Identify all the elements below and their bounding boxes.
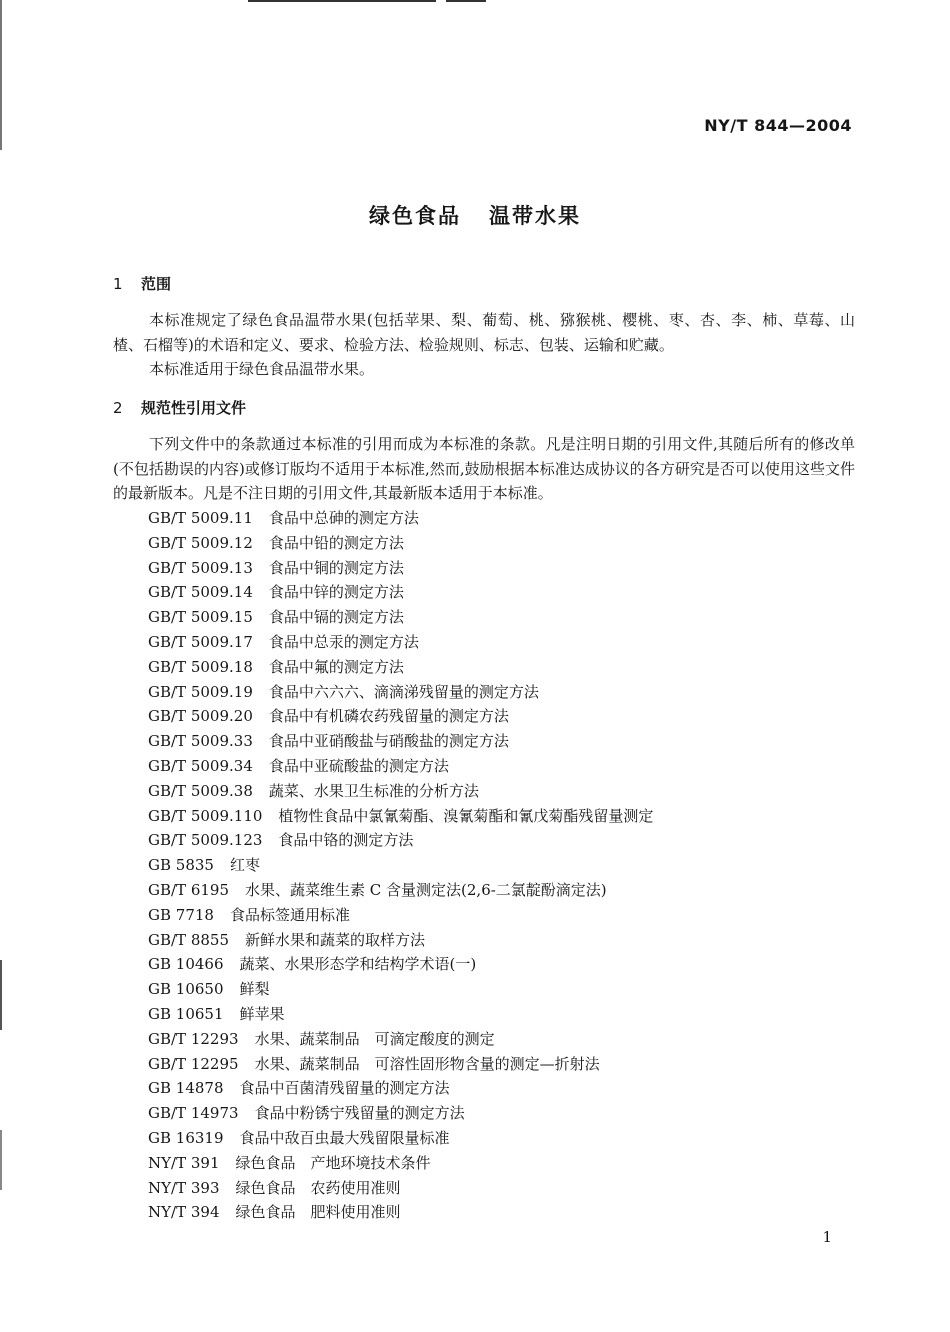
reference-item [148, 754, 653, 779]
reference-item [148, 903, 653, 928]
reference-code: GB/T 5009.110 [148, 806, 263, 825]
reference-title: 食品中铬的测定方法 [278, 831, 414, 850]
reference-title: 食品中镉的测定方法 [268, 608, 404, 627]
reference-title: 食品中总砷的测定方法 [268, 509, 419, 527]
reference-title: 蔬菜、水果卫生标准的分析方法 [268, 781, 479, 800]
title-part2: 温带水果 [489, 204, 581, 228]
reference-title: 水果、蔬菜制品 可溶性固形物含量的测定—折射法 [254, 1054, 600, 1073]
reference-item [148, 1076, 653, 1101]
reference-code: GB/T 8855 [148, 930, 230, 949]
scan-mark-left-3 [0, 1130, 2, 1190]
reference-item [148, 680, 653, 705]
reference-title: 食品中有机磷农药残留量的测定方法 [268, 707, 509, 726]
reference-code: GB/T 5009.34 [148, 756, 253, 775]
reference-item [148, 556, 653, 581]
reference-code: GB 7718 [148, 905, 214, 924]
section-2-number: 2 [113, 399, 123, 417]
section-2-heading [113, 397, 246, 418]
reference-item [148, 704, 653, 729]
reference-title: 水果、蔬菜维生素 C 含量测定法(2,6-二氯靛酚滴定法) [245, 880, 607, 899]
scan-mark-left-1 [0, 0, 2, 150]
reference-code: GB/T 12295 [148, 1054, 239, 1073]
reference-item [148, 655, 653, 680]
reference-item [148, 804, 653, 829]
section-1-heading [113, 273, 171, 294]
section-1-paragraph-1: 本标准规定了绿色食品温带水果(包括苹果、梨、葡萄、桃、猕猴桃、樱桃、枣、杏、李、柿、草莓、山楂、石榴等)的术语和定义、要求、检验方法、检验规则、标志、包装、运输和贮藏。 [113, 311, 855, 354]
reference-item [148, 729, 653, 754]
reference-code: GB 5835 [148, 856, 214, 875]
reference-title: 鲜梨 [239, 980, 270, 999]
reference-item [148, 1101, 653, 1126]
reference-title: 食品中亚硫酸盐的测定方法 [268, 756, 449, 775]
reference-code: GB/T 14973 [148, 1104, 239, 1123]
scan-mark-top-1 [248, 0, 436, 2]
reference-title: 鲜苹果 [239, 1004, 285, 1023]
reference-code: GB/T 5009.123 [148, 831, 263, 850]
reference-code: GB/T 12293 [148, 1029, 239, 1048]
reference-code: GB 16319 [148, 1128, 224, 1147]
reference-title: 食品中铜的测定方法 [268, 558, 404, 577]
reference-item [148, 1151, 653, 1176]
reference-item [148, 878, 653, 903]
reference-item [148, 630, 653, 655]
reference-item [148, 1027, 653, 1052]
reference-item [148, 605, 653, 630]
reference-title: 新鲜水果和蔬菜的取样方法 [245, 930, 426, 949]
reference-code: GB 10650 [148, 980, 224, 999]
reference-item [148, 928, 653, 953]
reference-code: GB/T 5009.33 [148, 732, 253, 751]
reference-item [148, 1002, 653, 1027]
reference-title: 食品中亚硝酸盐与硝酸盐的测定方法 [268, 732, 509, 751]
reference-code: GB/T 5009.14 [148, 583, 253, 602]
section-1-title: 范围 [141, 275, 172, 293]
reference-title: 食品中锌的测定方法 [268, 583, 404, 602]
section-2-intro: 下列文件中的条款通过本标准的引用而成为本标准的条款。凡是注明日期的引用文件,其随后所有的修改单(不包括勘误的内容)或修订版均不适用于本标准,然而,鼓励根据本标准达成协议的各方研究是否可以使用这些文件的最新版本。凡是不注日期的引用文件,其最新版本适用于本标准。 [113, 435, 855, 502]
reference-title: 水果、蔬菜制品 可滴定酸度的测定 [254, 1029, 495, 1048]
scan-mark-left-2 [0, 960, 2, 1030]
reference-item [148, 1176, 653, 1201]
reference-item [148, 531, 653, 556]
reference-code: NY/T 393 [148, 1178, 220, 1197]
reference-title: 食品中六六六、滴滴涕残留量的测定方法 [268, 682, 539, 701]
reference-code: GB/T 5009.18 [148, 657, 253, 676]
standard-number: NY/T 844—2004 [704, 116, 852, 135]
reference-code: GB 14878 [148, 1079, 224, 1098]
reference-title: 食品中百菌清残留量的测定方法 [239, 1079, 450, 1098]
reference-code: GB/T 5009.19 [148, 682, 253, 701]
reference-code: NY/T 394 [148, 1203, 220, 1222]
reference-code: GB/T 5009.17 [148, 632, 253, 651]
reference-item [148, 1126, 653, 1151]
reference-title: 红枣 [229, 856, 260, 875]
reference-item [148, 853, 653, 878]
reference-title: 绿色食品 农药使用准则 [235, 1178, 401, 1197]
reference-title: 食品中铅的测定方法 [268, 533, 404, 552]
reference-title: 绿色食品 肥料使用准则 [235, 1203, 401, 1222]
reference-code: GB 10466 [148, 955, 224, 974]
reference-title: 植物性食品中氯氰菊酯、溴氰菊酯和氰戊菊酯残留量测定 [278, 806, 654, 825]
reference-code: GB/T 5009.20 [148, 707, 253, 726]
section-1-number: 1 [113, 275, 123, 293]
reference-code: GB 10651 [148, 1004, 224, 1023]
reference-item [148, 580, 653, 605]
scan-mark-top-2 [446, 0, 486, 2]
reference-title: 食品中氟的测定方法 [268, 657, 404, 676]
reference-item [148, 779, 653, 804]
reference-title: 食品中总汞的测定方法 [268, 632, 419, 651]
reference-title: 食品标签通用标准 [229, 905, 350, 924]
reference-list [148, 506, 653, 1225]
reference-code: GB/T 5009.11 [148, 509, 253, 527]
title-part1: 绿色食品 [369, 204, 461, 228]
page-number: 1 [822, 1228, 832, 1246]
reference-item [148, 828, 653, 853]
reference-code: GB/T 5009.13 [148, 558, 253, 577]
reference-title: 绿色食品 产地环境技术条件 [235, 1153, 431, 1172]
reference-code: GB/T 5009.12 [148, 533, 253, 552]
reference-title: 蔬菜、水果形态学和结构学术语(一) [239, 955, 477, 974]
reference-code: GB/T 5009.38 [148, 781, 253, 800]
reference-item [148, 1200, 653, 1225]
reference-title: 食品中敌百虫最大残留限量标准 [239, 1128, 450, 1147]
reference-code: NY/T 391 [148, 1153, 220, 1172]
section-2-title: 规范性引用文件 [141, 399, 247, 417]
section-1-paragraph-2: 本标准适用于绿色食品温带水果。 [149, 360, 375, 378]
reference-title: 食品中粉锈宁残留量的测定方法 [254, 1104, 465, 1123]
document-title [0, 200, 950, 230]
reference-item [148, 952, 653, 977]
reference-code: GB/T 6195 [148, 880, 230, 899]
reference-code: GB/T 5009.15 [148, 608, 253, 627]
reference-item [148, 1052, 653, 1077]
reference-item [148, 977, 653, 1002]
reference-item [148, 506, 653, 531]
